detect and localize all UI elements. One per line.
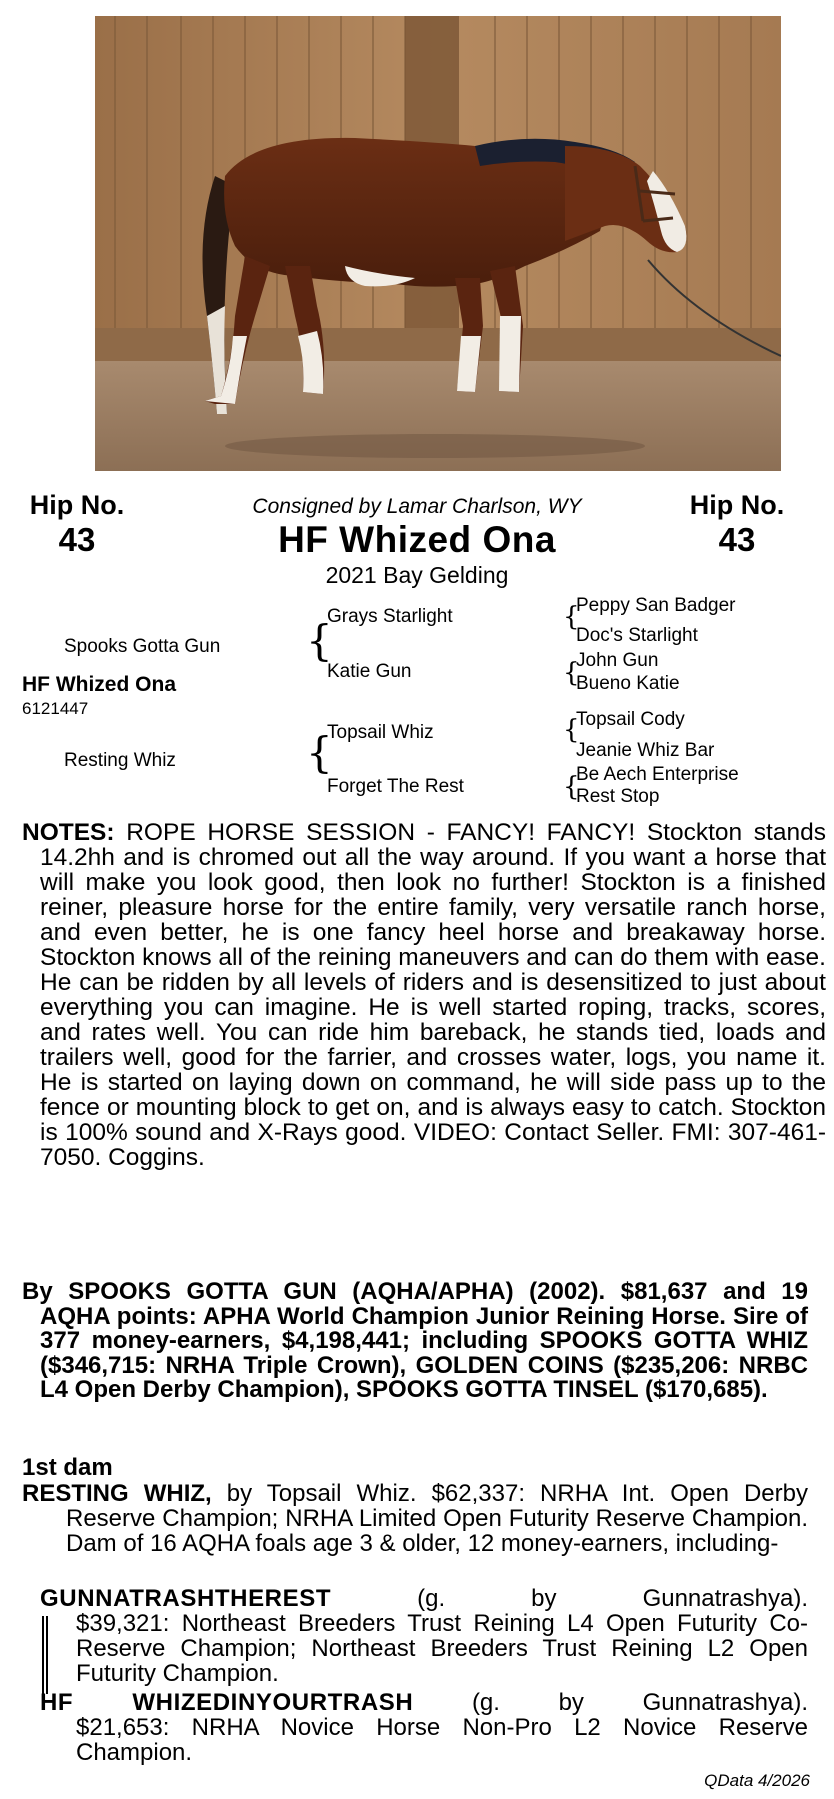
pedigree-reg-number: 6121447: [22, 699, 89, 718]
notes-section: [22, 820, 826, 1170]
produce-name: GUNNATRASHTHEREST: [40, 1585, 332, 1612]
horse-description: 2021 Bay Gelding: [325, 562, 509, 588]
hip-left: [2, 490, 152, 560]
dam-name: RESTING WHIZ,: [22, 1480, 212, 1507]
brace-icon: {: [306, 616, 333, 665]
notes-label: NOTES:: [22, 819, 115, 846]
produce-by: (g. by Gunnatrashya).: [471, 1689, 808, 1716]
pedigree-ssd: Doc's Starlight: [576, 625, 698, 646]
pedigree-sire-dam: Katie Gun: [327, 661, 412, 682]
pedigree-dsd: Jeanie Whiz Bar: [576, 740, 715, 761]
pedigree-ddd: Rest Stop: [576, 786, 660, 807]
pedigree-dds: Be Aech Enterprise: [576, 764, 739, 785]
brace-icon: {: [563, 658, 580, 688]
dam-heading: 1st dam: [22, 1454, 113, 1481]
notes-text: ROPE HORSE SESSION - FANCY! FANCY! Stockton stands 14.2hh and is chromed out all the way around. If you want a horse that will make you look good, then look no further! Stockton is a finished reiner, pleasure horse for the entire family, very versatile ranch horse, and even better, he is one fancy heel horse and breakaway horse. Stockton knows all of the reining maneuvers and can do them with ease. He can be ridden by all levels of riders and is desensitized to just about everything you can imagine. He is well started roping, tracks, scores, and rates well. You can ride him bareback, he stands tied, loads and trailers well, good for the farrier, and crosses water, logs, you name it. He is started on laying down on command, he will side pass up to the fence or mounting block to get on, and is always easy to catch. Stockton is 100% sound and X-Rays good. VIDEO: Contact Seller. FMI: 307-461-7050. Coggins.: [40, 819, 826, 1171]
hip-right: [662, 490, 812, 560]
pedigree-dam-dam: Forget The Rest: [327, 776, 464, 797]
horse-name: HF Whized Ona: [278, 519, 556, 560]
pedigree-sdd: Bueno Katie: [576, 673, 680, 694]
pedigree-sire-sire: Grays Starlight: [327, 606, 453, 627]
brace-icon: {: [306, 728, 333, 777]
pedigree-dam: Resting Whiz: [64, 750, 176, 771]
brace-icon: {: [563, 772, 580, 802]
pedigree-subject: HF Whized Ona: [22, 673, 176, 696]
consignor: Consigned by Lamar Charlson, WY: [252, 495, 582, 518]
hip-number-left: 43: [58, 521, 96, 558]
produce-record: $39,321: Northeast Breeders Trust Reining L4 Open Futurity Co-Reserve Champion; Northeast Breeders Trust Reining L2 Open Futurity Champion.: [76, 1610, 808, 1687]
produce-item: [40, 1690, 808, 1765]
dam-paragraph: [22, 1481, 808, 1556]
footer-stamp: QData 4/2026: [704, 1771, 810, 1790]
dam-text: by Topsail Whiz. $62,337: NRHA Int. Open Derby Reserve Champion; NRHA Limited Open Futurity Reserve Champion. Dam of 16 AQHA foals age 3 & older, 12 money-earners, including-: [66, 1480, 808, 1557]
pedigree-sss: Peppy San Badger: [576, 595, 736, 616]
produce-by: (g. by Gunnatrashya).: [417, 1585, 808, 1612]
hip-label-right: Hip No.: [689, 490, 785, 520]
hip-label-left: Hip No.: [29, 490, 125, 520]
produce-name: HF WHIZEDINYOURTRASH: [40, 1689, 414, 1716]
hip-number-right: 43: [718, 521, 756, 558]
pedigree-dam-sire: Topsail Whiz: [327, 722, 434, 743]
horse-photo: [95, 16, 781, 471]
pedigree-sds: John Gun: [576, 650, 659, 671]
brace-icon: {: [563, 715, 580, 745]
brace-icon: {: [563, 602, 580, 632]
sire-paragraph: By SPOOKS GOTTA GUN (AQHA/APHA) (2002). $81,637 and 19 AQHA points: APHA World Champion Junior Reining Horse. Sire of 377 money-earners, $4,198,441; including SPOOKS GOTTA WHIZ ($346,715: NRHA Triple Crown), GOLDEN COINS ($235,206: NRBC L4 Open Derby Champion), SPOOKS GOTTA TINSEL ($170,685).: [22, 1278, 808, 1403]
pedigree-dss: Topsail Cody: [576, 709, 685, 730]
pedigree-sire: Spooks Gotta Gun: [64, 636, 221, 657]
produce-record: $21,653: NRHA Novice Horse Non-Pro L2 Novice Reserve Champion.: [76, 1714, 808, 1766]
produce-item: [40, 1586, 808, 1686]
